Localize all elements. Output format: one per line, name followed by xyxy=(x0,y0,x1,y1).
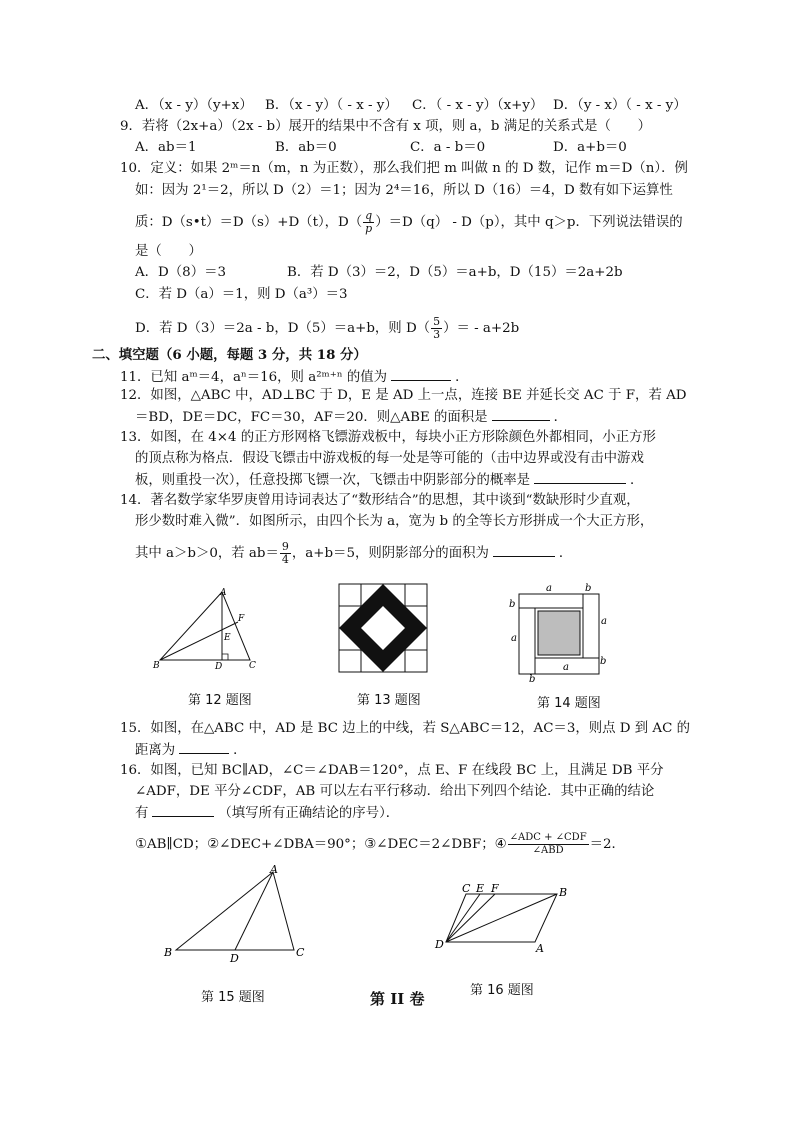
figure-16 xyxy=(432,882,582,954)
q10-option-d-b: ）＝ - a+2b xyxy=(443,321,520,336)
fig14-label-b-top: b xyxy=(585,583,592,594)
fig12-triangle xyxy=(160,592,250,660)
figure-12 xyxy=(150,584,270,674)
fig12-right-angle xyxy=(222,654,228,660)
q10-line2: 如：因为 2¹＝2，所以 D（2）＝1；因为 2⁴＝16，所以 D（16）＝4，D 数有如下运算性 xyxy=(135,183,673,198)
fig16-label-e: E xyxy=(476,882,485,895)
q16-answer-blank xyxy=(152,804,214,817)
q13-end: ． xyxy=(630,473,644,488)
q13-line3-text: 板，则重投一次），任意投掷飞镖一次，飞镖击中阴影部分的概率是 xyxy=(135,473,531,488)
q14-line3-b: ，a+b＝5，则阴影部分的面积为 xyxy=(291,546,489,561)
q16-line1: 16．如图，已知 BC∥AD，∠C＝∠DAB＝120°，点 E、F 在线段 BC 上，且满足 DB 平分 xyxy=(120,763,664,778)
fig14-shaded-square xyxy=(538,611,580,655)
q12-answer-blank xyxy=(492,408,550,421)
q16-line2: ∠ADF，DE 平分∠CDF，AB 可以左右平行移动．给出下列四个结论．其中正确的结论 xyxy=(135,784,655,799)
q8-option-a: A．（x - y）（y+x） xyxy=(135,98,253,113)
part2-title: 第 II 卷 xyxy=(370,990,425,1008)
fig16-label-b: B xyxy=(559,886,568,899)
q16-frac-den: ∠ABD xyxy=(532,845,564,856)
q15-line2 xyxy=(135,741,247,760)
q12-end: ． xyxy=(553,410,567,425)
fig16-label-a: A xyxy=(536,942,544,954)
q8-option-d: D．（y - x）（ - x - y） xyxy=(553,98,687,113)
fig12-caption: 第 12 题图 xyxy=(188,693,252,708)
q11-answer-blank xyxy=(391,368,451,381)
q12-line1: 12．如图，△ABC 中，AD⊥BC 于 D，E 是 AD 上一点，连接 BE 并延长交 AC 于 F，若 AD xyxy=(120,388,687,403)
q13-line2: 的顶点称为格点．假设飞镖击中游戏板的每一处是等可能的（击中边界或没有击中游戏 xyxy=(135,451,644,466)
q10-option-d xyxy=(135,316,519,341)
fig14-label-a-bottom: a xyxy=(563,662,569,673)
q10-fraction xyxy=(363,210,374,235)
q10-line3-a: 质：D（s•t）＝D（s）+D（t），D（ xyxy=(135,215,363,230)
q16-fraction xyxy=(508,832,589,857)
q10-line3 xyxy=(135,210,683,235)
q10-frac-num: q xyxy=(365,209,373,222)
q9-stem: 9．若将（2x+a）（2x - b）展开的结果中不含有 x 项，则 a，b 满足的关系式是（ ） xyxy=(120,119,652,134)
q16-line3-a: 有 xyxy=(135,806,149,821)
q9-option-b: B．ab＝0 xyxy=(275,140,337,155)
q10-d-frac-den: 3 xyxy=(433,328,441,341)
fig14-label-a-top: a xyxy=(546,583,552,594)
q14-frac-den: 4 xyxy=(281,553,289,566)
fig12-label-c: C xyxy=(249,661,256,671)
fig15-label-b: B xyxy=(164,946,173,959)
q11-text: 11．已知 aᵐ＝4，aⁿ＝16，则 a²ᵐ⁺ⁿ 的值为 xyxy=(120,370,388,385)
fig16-label-f: F xyxy=(491,882,499,895)
q14-fraction xyxy=(280,541,291,566)
fig15-label-d: D xyxy=(230,952,239,965)
fig14-label-b-right: b xyxy=(600,656,607,667)
fig15-label-c: C xyxy=(296,946,305,959)
q14-end: ． xyxy=(558,546,573,561)
fig14-label-b-left: b xyxy=(509,599,516,610)
fig14-label-a-left: a xyxy=(511,633,517,644)
q10-option-c: C．若 D（a）＝1，则 D（a³）＝3 xyxy=(135,287,348,302)
q9-option-c: C．a - b＝0 xyxy=(410,140,486,155)
fig16-line-df xyxy=(446,894,495,942)
q9-option-d: D．a+b＝0 xyxy=(553,140,627,155)
fig12-label-b: B xyxy=(153,661,160,671)
q16-line3 xyxy=(135,804,399,823)
q10-line3-b: ）＝D（q） - D（p），其中 q＞p．下列说法错误的 xyxy=(375,215,683,230)
q10-option-d-a: D．若 D（3）＝2a - b，D（5）＝a+b，则 D（ xyxy=(135,321,431,336)
q13-line1: 13．如图，在 4×4 的正方形网格飞镖游戏板中，每块小正方形除颜色外都相同，小正方形 xyxy=(120,430,656,445)
q16-line4-a: ①AB∥CD；②∠DEC+∠DBA＝90°；③∠DEC＝2∠DBF；④ xyxy=(135,837,507,852)
fig13-caption: 第 13 题图 xyxy=(357,693,421,708)
q8-option-b: B．（x - y）（ - x - y） xyxy=(265,98,398,113)
q14-answer-blank xyxy=(493,544,555,557)
fig16-caption: 第 16 题图 xyxy=(470,983,534,998)
q10-line1: 10．定义：如果 2ᵐ＝n（m，n 为正数），那么我们把 m 叫做 n 的 D 数，记作 m＝D（n）．例 xyxy=(120,161,688,176)
figure-15 xyxy=(160,862,310,966)
q16-frac-num: ∠ADC + ∠CDF xyxy=(509,832,587,843)
q15-line1: 15．如图，在△ABC 中，AD 是 BC 边上的中线，若 S△ABC＝12，AC＝3，则点 D 到 AC 的 xyxy=(120,721,690,736)
fig12-label-f: F xyxy=(238,614,245,624)
fig12-label-d: D xyxy=(215,662,223,672)
figure-13 xyxy=(338,583,430,673)
q15-line2-text: 距离为 xyxy=(135,743,176,758)
fig12-label-a: A xyxy=(220,588,227,598)
q16-line3-b: （填写所有正确结论的序号）． xyxy=(218,806,400,821)
fig15-caption: 第 15 题图 xyxy=(201,990,265,1005)
fig14-label-a-right: a xyxy=(601,616,607,627)
fig15-median-ad xyxy=(235,872,273,950)
figure-14 xyxy=(505,580,615,682)
q10-frac-den: p xyxy=(365,222,373,235)
q11-end: ． xyxy=(455,370,469,385)
fig12-label-e: E xyxy=(224,633,231,643)
q15-answer-blank xyxy=(179,741,229,754)
section2-title: 二、填空题（6 小题，每题 3 分，共 18 分） xyxy=(92,347,367,363)
q9-option-a: A．ab＝1 xyxy=(135,140,197,155)
fig16-label-d: D xyxy=(435,938,444,951)
q13-line3 xyxy=(135,471,643,490)
q14-line3-a: 其中 a＞b＞0，若 ab＝ xyxy=(135,546,279,561)
q10-option-a: A．D（8）＝3 xyxy=(135,265,227,280)
q10-d-frac-num: 5 xyxy=(433,315,441,328)
fig14-caption: 第 14 题图 xyxy=(537,696,601,711)
q12-line2 xyxy=(135,408,567,427)
q10-d-fraction xyxy=(431,316,442,341)
q10-line4: 是（ ） xyxy=(135,244,202,259)
q13-answer-blank xyxy=(534,471,626,484)
q14-line3 xyxy=(135,541,572,566)
q8-option-c: C．（ - x - y）（x+y） xyxy=(412,98,544,113)
q15-end: ． xyxy=(233,743,247,758)
q14-frac-num: 9 xyxy=(281,540,289,553)
fig16-label-c: C xyxy=(462,882,471,895)
fig14-label-b-bottom: b xyxy=(529,674,536,682)
q16-line4-b: ＝2． xyxy=(589,837,625,852)
q14-line2: 形少数时难入微”．如图所示，由四个长为 a，宽为 b 的全等长方形拼成一个大正方形， xyxy=(135,514,654,529)
fig15-label-a: A xyxy=(270,863,278,876)
fig15-triangle xyxy=(176,872,294,950)
q11 xyxy=(120,368,468,387)
q10-option-b: B．若 D（3）＝2，D（5）＝a+b，D（15）＝2a+2b xyxy=(287,265,623,280)
q16-line4 xyxy=(135,832,625,857)
q12-line2-text: ＝BD，DE＝DC，FC＝30，AF＝20．则△ABE 的面积是 xyxy=(135,410,488,425)
q14-line1: 14．著名数学家华罗庚曾用诗词表达了“数形结合”的思想，其中谈到“数缺形时少直观， xyxy=(120,493,640,508)
